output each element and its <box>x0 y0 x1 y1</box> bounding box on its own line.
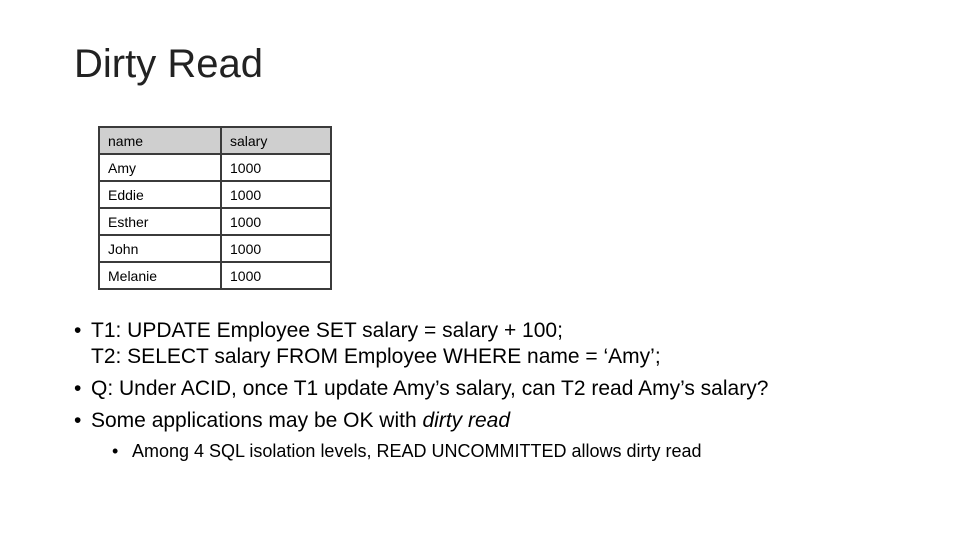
cell-name: Esther <box>99 208 221 235</box>
table-row <box>99 262 331 289</box>
bullet-marker: • <box>74 409 82 432</box>
bullet-marker: • <box>74 319 82 342</box>
column-header-name: name <box>99 127 221 154</box>
bullet-list <box>74 318 934 468</box>
cell-salary: 1000 <box>221 262 331 289</box>
bullet-text-t1: T1: UPDATE Employee SET salary = salary + 100; <box>91 319 563 342</box>
bullet-text-applications: Some applications may be OK with <box>91 409 423 432</box>
table-row <box>99 154 331 181</box>
bullet-marker: • <box>74 377 82 400</box>
bullet-item-question <box>74 376 934 402</box>
cell-salary: 1000 <box>221 208 331 235</box>
bullet-item-transactions <box>74 318 934 370</box>
bullet-text-t2: T2: SELECT salary FROM Employee WHERE name = ‘Amy’; <box>91 345 661 368</box>
table-row <box>99 181 331 208</box>
bullet-marker: • <box>112 441 119 461</box>
cell-name: Eddie <box>99 181 221 208</box>
sub-bullet-text-isolation: Among 4 SQL isolation levels, READ UNCOMMITTED allows dirty read <box>132 441 702 461</box>
bullet-text-dirty-read: dirty read <box>422 409 511 432</box>
sub-bullet-item-isolation <box>112 440 934 462</box>
bullet-item-applications <box>74 408 934 462</box>
table-row <box>99 208 331 235</box>
slide-title: Dirty Read <box>74 42 263 86</box>
cell-salary: 1000 <box>221 181 331 208</box>
table-row <box>99 235 331 262</box>
cell-salary: 1000 <box>221 154 331 181</box>
table-header-row <box>99 127 331 154</box>
column-header-salary: salary <box>221 127 331 154</box>
cell-name: Melanie <box>99 262 221 289</box>
cell-name: John <box>99 235 221 262</box>
employee-table <box>98 126 332 290</box>
bullet-text-question: Q: Under ACID, once T1 update Amy’s salary, can T2 read Amy’s salary? <box>91 377 769 400</box>
cell-salary: 1000 <box>221 235 331 262</box>
sub-bullet-list <box>112 440 934 462</box>
cell-name: Amy <box>99 154 221 181</box>
